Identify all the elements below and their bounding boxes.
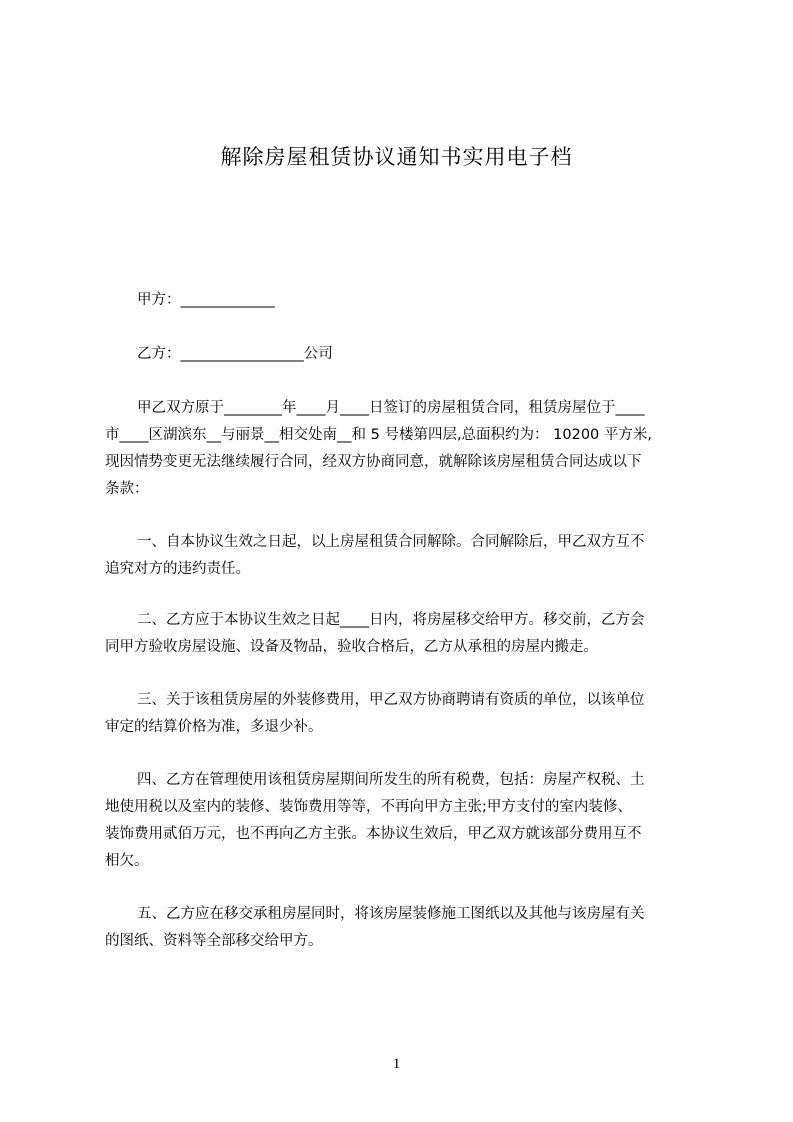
clause-2-line: 二、乙方应于本协议生效之日起____日内，将房屋移交给甲方。移交前，乙方会	[137, 612, 645, 628]
party-b-line: 乙方：_________________公司	[137, 346, 333, 362]
clause-3-line: 审定的结算价格为准，多退少补。	[105, 719, 323, 735]
preamble-line: 市____区湖滨东__与丽景__相交处南__和 5 号楼第四层,总面积约为： 10200 平方米,	[105, 427, 653, 443]
clause-1-line: 一、自本协议生效之日起，以上房屋租赁合同解除。合同解除后，甲乙双方互不	[137, 534, 645, 550]
clause-3-line: 三、关于该租赁房屋的外装修费用，甲乙双方协商聘请有资质的单位，以该单位	[137, 692, 645, 708]
preamble-line: 条款：	[105, 481, 149, 497]
clause-4-line: 装饰费用贰佰万元，也不再向乙方主张。本协议生效后，甲乙双方就该部分费用互不	[105, 826, 642, 842]
clause-5-line: 的图纸、资料等全部移交给甲方。	[105, 933, 323, 949]
clause-2-line: 同甲方验收房屋设施、设备及物品，验收合格后，乙方从承租的房屋内搬走。	[105, 639, 598, 655]
clause-5-line: 五、乙方应在移交承租房屋同时，将该房屋装修施工图纸以及其他与该房屋有关	[137, 906, 645, 922]
preamble-line: 现因情势变更无法继续履行合同，经双方协商同意，就解除该房屋租赁合同达成以下	[105, 454, 642, 470]
clause-4-line: 四、乙方在管理使用该租赁房屋期间所发生的所有税费，包括：房屋产权税、土	[137, 772, 645, 788]
preamble-line: 甲乙双方原于________年____月____日签订的房屋租赁合同，租赁房屋位于____	[137, 400, 645, 416]
party-a-line: 甲方：_____________	[137, 292, 275, 308]
clause-4-line: 相欠。	[105, 853, 149, 869]
clause-1-line: 追究对方的违约责任。	[105, 561, 250, 577]
clause-4-line: 地使用税以及室内的装修、装饰费用等等，不再向甲方主张;甲方支付的室内装修、	[105, 799, 632, 815]
document-title: 解除房屋租赁协议通知书实用电子档	[220, 145, 573, 169]
page-number: 1	[392, 1056, 401, 1072]
